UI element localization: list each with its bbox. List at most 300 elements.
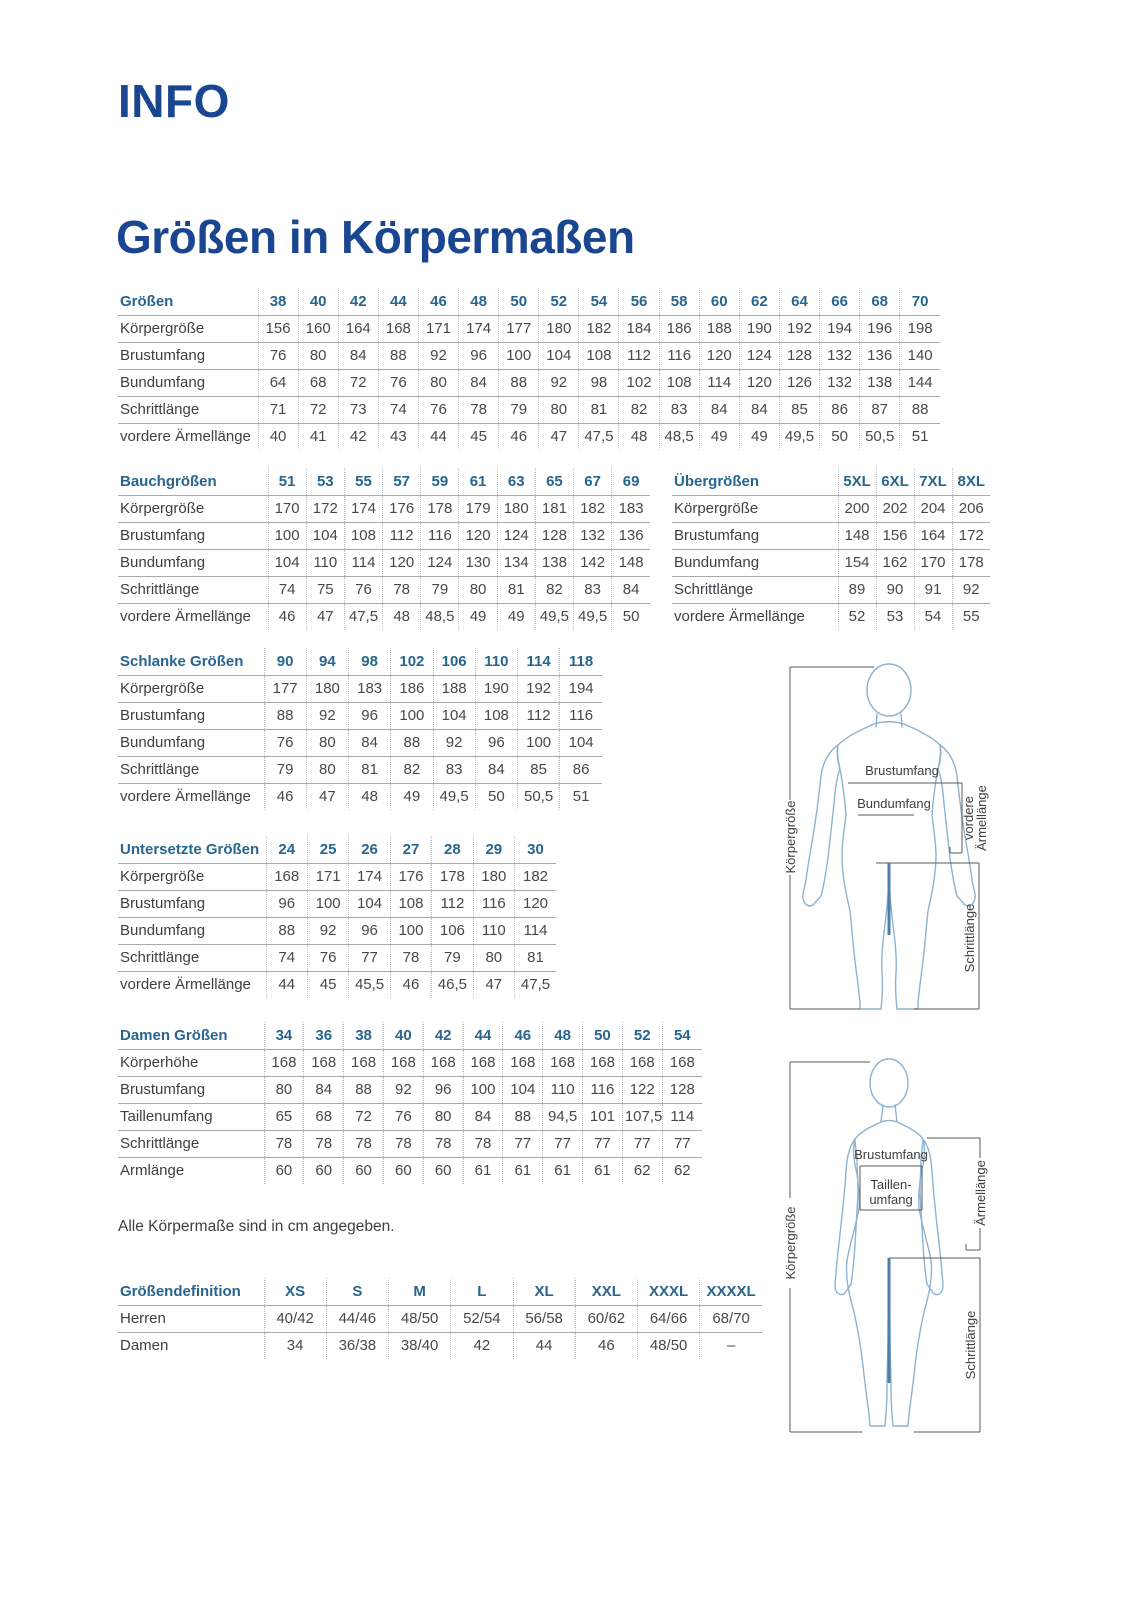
measure-value: 84	[349, 729, 391, 756]
size-column-header: 51	[268, 468, 306, 495]
size-column-header: 64	[779, 288, 819, 315]
measure-label: vordere Ärmellänge	[674, 608, 805, 626]
measure-value: 82	[391, 756, 433, 783]
measure-value: 104	[349, 890, 390, 917]
male-schrittlaenge-label: Schrittlänge	[962, 903, 977, 973]
measure-value: 88	[391, 729, 433, 756]
measure-value: 108	[659, 369, 699, 396]
measure-value: 138	[535, 549, 573, 576]
measure-value: 42	[451, 1332, 513, 1359]
measure-label: Körperhöhe	[118, 1049, 264, 1076]
measure-value: 80	[459, 576, 497, 603]
measure-value: 89	[838, 576, 876, 603]
measure-value: 188	[433, 675, 475, 702]
measure-row	[118, 1305, 762, 1332]
measure-value: 76	[383, 1103, 423, 1130]
size-column-header: 102	[391, 648, 433, 675]
size-column-header: 110	[475, 648, 517, 675]
size-column-header: 63	[497, 468, 535, 495]
measure-value: 45	[459, 423, 499, 450]
size-column-header: 34	[264, 1022, 304, 1049]
measure-value: 183	[612, 495, 650, 522]
size-column-header: 68	[860, 288, 900, 315]
measure-value: 77	[583, 1130, 623, 1157]
measure-value: 168	[463, 1049, 503, 1076]
measure-value: 124	[739, 342, 779, 369]
measure-value: 76	[258, 342, 298, 369]
measure-value: 83	[574, 576, 612, 603]
measure-value: 76	[344, 576, 382, 603]
measure-value: 48	[383, 603, 421, 630]
measure-value: 49,5	[779, 423, 819, 450]
size-column-header: 46	[418, 288, 458, 315]
measure-value: 78	[463, 1130, 503, 1157]
measure-value: 47	[306, 783, 348, 810]
size-column-header: 38	[344, 1022, 384, 1049]
measure-row	[118, 1157, 702, 1184]
size-column-header: 6XL	[876, 468, 914, 495]
measure-value: 196	[860, 315, 900, 342]
measure-value: 78	[264, 1130, 304, 1157]
measure-value: 46	[268, 603, 306, 630]
measure-value: 168	[304, 1049, 344, 1076]
measure-value: 78	[344, 1130, 384, 1157]
measure-value: 74	[268, 576, 306, 603]
measure-value: 42	[338, 423, 378, 450]
measure-value: 168	[583, 1049, 623, 1076]
measure-value: 134	[497, 549, 535, 576]
measure-value: 52	[838, 603, 876, 630]
measure-value: 92	[306, 702, 348, 729]
measure-value: 168	[622, 1049, 662, 1076]
measure-label: Körpergröße	[118, 675, 264, 702]
table-title: Schlanke Größen	[118, 648, 264, 675]
measure-row	[118, 863, 556, 890]
measure-value: 53	[876, 603, 914, 630]
measure-value: 76	[418, 396, 458, 423]
size-column-header: 24	[266, 836, 307, 863]
measure-value: 71	[258, 396, 298, 423]
measure-value: 80	[423, 1103, 463, 1130]
measure-value: 164	[338, 315, 378, 342]
measure-value: 102	[619, 369, 659, 396]
measure-value: 202	[876, 495, 914, 522]
measure-value: 61	[503, 1157, 543, 1184]
measure-value: 110	[473, 917, 514, 944]
measure-value: 124	[497, 522, 535, 549]
measure-value: 48/50	[389, 1305, 451, 1332]
measure-label: Bundumfang	[118, 729, 264, 756]
measure-value: 72	[298, 396, 338, 423]
measure-value: 77	[349, 944, 390, 971]
measure-value: 92	[383, 1076, 423, 1103]
measure-value: 46,5	[432, 971, 473, 998]
measure-row	[118, 917, 556, 944]
measure-value: 186	[391, 675, 433, 702]
measure-value: 120	[459, 522, 497, 549]
measure-value: 116	[659, 342, 699, 369]
measure-label: Schrittlänge	[118, 576, 268, 603]
measure-value: 156	[258, 315, 298, 342]
measure-value: 82	[619, 396, 659, 423]
measure-label: Schrittlänge	[118, 756, 264, 783]
measure-value: 168	[266, 863, 307, 890]
measure-value: 44	[418, 423, 458, 450]
measure-value: 51	[900, 423, 940, 450]
size-column-header: XXXL	[638, 1278, 700, 1305]
size-column-header: 118	[560, 648, 602, 675]
measure-value: 168	[503, 1049, 543, 1076]
table-title: Bauchgrößen	[118, 468, 268, 495]
measure-value: 96	[349, 917, 390, 944]
measure-value: 96	[349, 702, 391, 729]
measure-value: 182	[574, 495, 612, 522]
sizes-table-damen	[118, 1022, 702, 1184]
measure-value: 120	[515, 890, 556, 917]
measure-value: 48	[619, 423, 659, 450]
measure-value: 51	[560, 783, 602, 810]
measure-value: 122	[622, 1076, 662, 1103]
size-definition-table	[118, 1278, 762, 1359]
measure-value: 101	[583, 1103, 623, 1130]
measure-value: 41	[298, 423, 338, 450]
measure-value: 92	[307, 917, 348, 944]
measure-value: 76	[378, 369, 418, 396]
measure-value: 48	[349, 783, 391, 810]
measure-row	[118, 702, 602, 729]
measure-value: 178	[421, 495, 459, 522]
measure-value: 96	[475, 729, 517, 756]
measure-value: 114	[662, 1103, 702, 1130]
measure-row	[118, 342, 940, 369]
measure-row	[118, 1076, 702, 1103]
measure-value: 76	[307, 944, 348, 971]
measure-value: 100	[390, 917, 431, 944]
measure-value: 132	[820, 342, 860, 369]
measure-value: 128	[662, 1076, 702, 1103]
measure-value: 47,5	[344, 603, 382, 630]
measure-value: 88	[900, 396, 940, 423]
measure-value: 180	[497, 495, 535, 522]
measure-value: 85	[779, 396, 819, 423]
measure-value: 77	[622, 1130, 662, 1157]
measure-value: 108	[344, 522, 382, 549]
size-column-header: 65	[535, 468, 573, 495]
measure-value: 68	[298, 369, 338, 396]
measure-value: 112	[518, 702, 560, 729]
measure-label: Brustumfang	[672, 522, 838, 549]
measure-value: 84	[739, 396, 779, 423]
size-column-header: 46	[503, 1022, 543, 1049]
measure-value: 180	[539, 315, 579, 342]
measure-label: Schrittlänge	[118, 944, 266, 971]
measure-value: 104	[306, 522, 344, 549]
measure-label: vordere Ärmellänge	[120, 976, 251, 994]
measure-row	[118, 1049, 702, 1076]
measure-value: 177	[499, 315, 539, 342]
measure-value: 98	[579, 369, 619, 396]
measure-value: 181	[535, 495, 573, 522]
measure-value: 94,5	[543, 1103, 583, 1130]
measure-value: 84	[612, 576, 650, 603]
size-column-header: 29	[473, 836, 514, 863]
measure-value: 64/66	[638, 1305, 700, 1332]
measure-value: 80	[264, 1076, 304, 1103]
measure-value: 81	[349, 756, 391, 783]
page-kicker: INFO	[118, 75, 230, 127]
measure-value: 50	[820, 423, 860, 450]
size-column-header: 94	[306, 648, 348, 675]
measure-label: Brustumfang	[118, 342, 258, 369]
measure-value: 179	[459, 495, 497, 522]
measure-row	[118, 971, 556, 998]
sizes-table-bauchgroessen	[118, 468, 650, 630]
size-column-header: 40	[298, 288, 338, 315]
measure-value: 48,5	[659, 423, 699, 450]
measure-label: Bundumfang	[118, 369, 258, 396]
table-title: Übergrößen	[672, 468, 838, 495]
measure-value: 104	[433, 702, 475, 729]
measure-value: 77	[543, 1130, 583, 1157]
measure-value: 112	[383, 522, 421, 549]
measure-value: 100	[463, 1076, 503, 1103]
measure-label: Körpergröße	[118, 863, 266, 890]
size-column-header: 59	[421, 468, 459, 495]
measure-value: 65	[264, 1103, 304, 1130]
measure-value: 92	[952, 576, 990, 603]
measure-value: 162	[876, 549, 914, 576]
measure-row	[118, 890, 556, 917]
measure-value: 34	[264, 1332, 326, 1359]
measure-value: 180	[473, 863, 514, 890]
measure-value: 190	[739, 315, 779, 342]
measure-value: 80	[306, 729, 348, 756]
measure-value: 87	[860, 396, 900, 423]
measure-value: 86	[820, 396, 860, 423]
measure-value: 96	[423, 1076, 463, 1103]
female-figure-diagram	[762, 1038, 1012, 1440]
measure-row	[118, 783, 602, 810]
size-column-header: L	[451, 1278, 513, 1305]
measure-row	[118, 396, 940, 423]
size-column-header: 40	[383, 1022, 423, 1049]
measure-value: 168	[423, 1049, 463, 1076]
measure-label: Herren	[118, 1305, 264, 1332]
measure-value: 114	[699, 369, 739, 396]
measure-value: 84	[463, 1103, 503, 1130]
measure-value: 148	[838, 522, 876, 549]
measure-row	[118, 675, 602, 702]
size-column-header: 44	[378, 288, 418, 315]
measure-value: 49	[699, 423, 739, 450]
size-column-header: 52	[622, 1022, 662, 1049]
measure-value: 45	[307, 971, 348, 998]
size-column-header: XL	[513, 1278, 575, 1305]
measure-row	[118, 944, 556, 971]
measure-label: Bundumfang	[118, 917, 266, 944]
female-brustumfang-label: Brustumfang	[854, 1147, 928, 1162]
measure-value: 104	[268, 549, 306, 576]
male-bundumfang-label: Bundumfang	[857, 796, 931, 811]
measure-value: 46	[264, 783, 306, 810]
measure-value: 178	[952, 549, 990, 576]
measure-label: Taillenumfang	[118, 1103, 264, 1130]
measure-value: 116	[421, 522, 459, 549]
measure-value: 79	[264, 756, 306, 783]
size-column-header: 53	[306, 468, 344, 495]
measure-value: 168	[383, 1049, 423, 1076]
measure-value: 112	[619, 342, 659, 369]
measure-value: 72	[344, 1103, 384, 1130]
size-column-header: 70	[900, 288, 940, 315]
measure-value: 88	[264, 702, 306, 729]
measure-value: 85	[518, 756, 560, 783]
measure-value: 81	[579, 396, 619, 423]
measure-value: 92	[418, 342, 458, 369]
size-column-header: XXXXL	[700, 1278, 762, 1305]
measure-value: 78	[383, 1130, 423, 1157]
size-column-header: 67	[574, 468, 612, 495]
measure-value: 47	[306, 603, 344, 630]
measure-value: 128	[535, 522, 573, 549]
measure-value: 88	[503, 1103, 543, 1130]
measure-value: 81	[515, 944, 556, 971]
measure-value: 78	[390, 944, 431, 971]
measure-label: Damen	[120, 1337, 169, 1355]
table-header-row	[118, 288, 940, 315]
measure-value: 100	[518, 729, 560, 756]
measure-value: 43	[378, 423, 418, 450]
measure-value: 156	[876, 522, 914, 549]
female-taillenumfang-label-line2: umfang	[869, 1192, 913, 1207]
measure-value: 61	[583, 1157, 623, 1184]
measure-value: 83	[659, 396, 699, 423]
measure-label: Brustumfang	[118, 522, 268, 549]
measure-value: 80	[473, 944, 514, 971]
measure-value: 50,5	[860, 423, 900, 450]
measure-value: 114	[515, 917, 556, 944]
measure-value: 64	[258, 369, 298, 396]
measure-value: 40	[258, 423, 298, 450]
measure-value: 136	[860, 342, 900, 369]
measure-value: 62	[662, 1157, 702, 1184]
size-column-header: 26	[349, 836, 390, 863]
measure-row	[118, 423, 940, 450]
size-column-header: 66	[820, 288, 860, 315]
measure-value: 73	[338, 396, 378, 423]
measure-value: 96	[266, 890, 307, 917]
measure-row	[118, 1130, 702, 1157]
size-column-header: 52	[539, 288, 579, 315]
measure-value: 171	[418, 315, 458, 342]
measure-value: 100	[268, 522, 306, 549]
measure-value: 90	[876, 576, 914, 603]
measure-value: 75	[306, 576, 344, 603]
measure-value: 79	[499, 396, 539, 423]
measure-value: 68/70	[700, 1305, 762, 1332]
measure-value: 172	[306, 495, 344, 522]
measure-row	[118, 729, 602, 756]
measure-value: 177	[264, 675, 306, 702]
measure-value: 136	[612, 522, 650, 549]
measure-value: 112	[432, 890, 473, 917]
female-measure-lines	[790, 1062, 980, 1432]
measure-value: 116	[473, 890, 514, 917]
size-column-header: 48	[459, 288, 499, 315]
measure-value: 60/62	[575, 1305, 637, 1332]
measure-value: 192	[518, 675, 560, 702]
measure-value: 164	[914, 522, 952, 549]
size-column-header: 54	[579, 288, 619, 315]
measure-value: 172	[952, 522, 990, 549]
measure-value: 86	[560, 756, 602, 783]
measure-value: 44	[513, 1332, 575, 1359]
measure-value: 176	[390, 863, 431, 890]
measure-row	[118, 522, 650, 549]
measure-value: 132	[820, 369, 860, 396]
measure-value: 108	[390, 890, 431, 917]
measure-value: 110	[543, 1076, 583, 1103]
measure-value: 79	[432, 944, 473, 971]
measure-value: 107,5	[622, 1103, 662, 1130]
size-column-header: 98	[349, 648, 391, 675]
measure-value: 192	[779, 315, 819, 342]
measure-value: 60	[264, 1157, 304, 1184]
table-header-row	[672, 468, 990, 495]
measure-value: 168	[378, 315, 418, 342]
measure-value: 88	[344, 1076, 384, 1103]
measure-value: 77	[662, 1130, 702, 1157]
measure-row	[672, 522, 990, 549]
sizes-table-uebergroessen	[672, 468, 990, 630]
measure-value: 92	[433, 729, 475, 756]
measure-value: 104	[560, 729, 602, 756]
table-title: Untersetzte Größen	[118, 836, 266, 863]
measure-value: 49	[459, 603, 497, 630]
measure-value: 80	[298, 342, 338, 369]
measure-row	[118, 1332, 762, 1359]
male-brustumfang-label: Brustumfang	[865, 763, 939, 778]
measure-value: 60	[304, 1157, 344, 1184]
measure-value: 77	[503, 1130, 543, 1157]
female-aermellaenge-label: Ärmellänge	[973, 1160, 988, 1226]
measure-value: 88	[499, 369, 539, 396]
measure-value: 44	[266, 971, 307, 998]
measure-row	[118, 1103, 702, 1130]
measure-value: 46	[499, 423, 539, 450]
measure-value: 154	[838, 549, 876, 576]
size-column-header: 69	[612, 468, 650, 495]
measure-row	[118, 315, 940, 342]
measure-value: 72	[338, 369, 378, 396]
measure-value: 114	[344, 549, 382, 576]
measure-value: 170	[268, 495, 306, 522]
male-measure-lines	[790, 667, 979, 1009]
measure-value: 50,5	[518, 783, 560, 810]
measure-value: 186	[659, 315, 699, 342]
measure-value: 171	[307, 863, 348, 890]
measure-value: 49,5	[433, 783, 475, 810]
measure-value: 83	[433, 756, 475, 783]
measure-value: 200	[838, 495, 876, 522]
measure-row	[672, 576, 990, 603]
measure-value: 183	[349, 675, 391, 702]
measure-value: 78	[423, 1130, 463, 1157]
size-column-header: 8XL	[952, 468, 990, 495]
measure-value: 55	[952, 603, 990, 630]
male-vordere-aermellaenge-label-line1: vordere	[961, 795, 976, 841]
size-column-header: 106	[433, 648, 475, 675]
